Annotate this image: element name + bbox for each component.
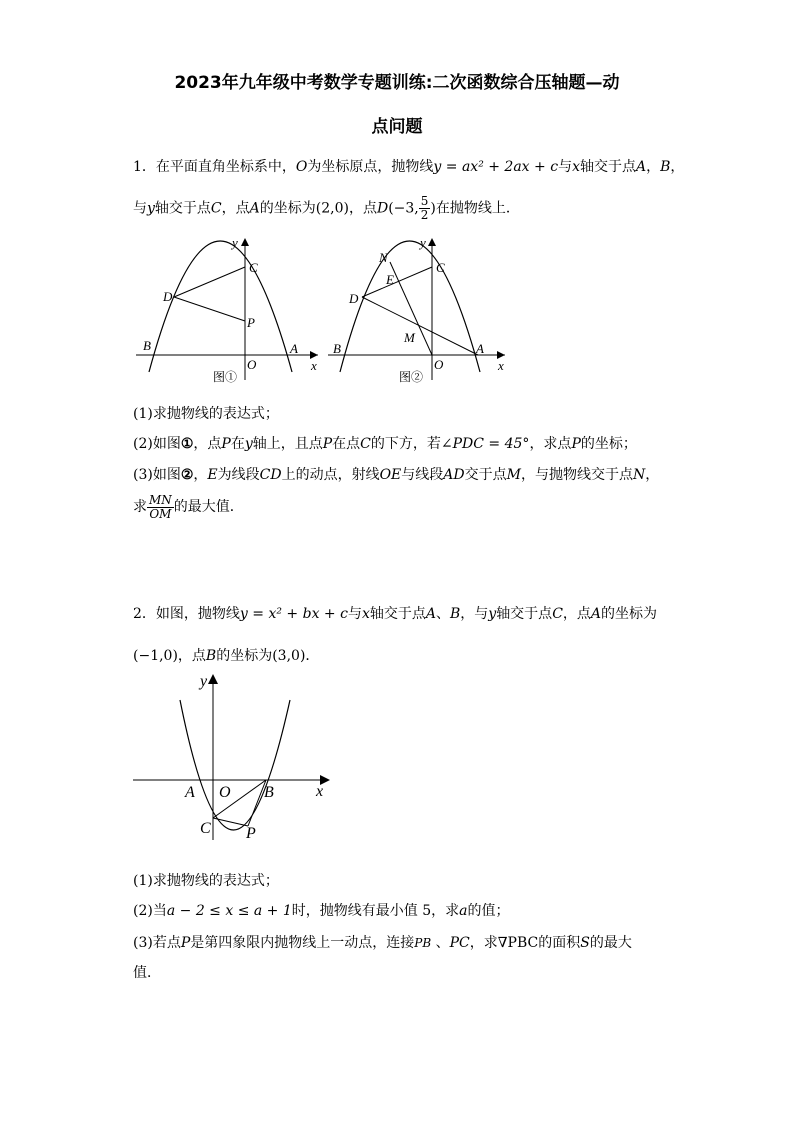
var: C bbox=[360, 436, 371, 452]
text: (2)如图 bbox=[133, 436, 181, 452]
label-e: E bbox=[386, 272, 394, 287]
q2-coord-b: (3,0) bbox=[272, 648, 306, 664]
var: A bbox=[425, 606, 436, 622]
q1-text: 轴交于点 bbox=[154, 200, 211, 217]
text: (3)若点 bbox=[133, 935, 181, 951]
text: 的坐标为 bbox=[601, 606, 658, 622]
label-p: P bbox=[247, 315, 255, 330]
q2-figure bbox=[130, 668, 340, 843]
q1-text: ，点 bbox=[221, 200, 250, 217]
var: C bbox=[552, 606, 563, 622]
segment-pc: PC bbox=[449, 935, 470, 951]
q1-formula: y = ax² + 2ax + c bbox=[433, 159, 559, 175]
q2-part2 bbox=[133, 900, 510, 920]
text: 在点 bbox=[332, 436, 361, 452]
text: 的坐标为 bbox=[216, 648, 273, 664]
text: 的最大值． bbox=[173, 499, 244, 515]
segment-pb: PB bbox=[414, 936, 432, 950]
text: (3)如图 bbox=[133, 467, 181, 483]
text: 在 bbox=[230, 436, 245, 452]
var: E bbox=[207, 467, 218, 483]
text: 为线段 bbox=[217, 467, 260, 483]
q1-figure-2 bbox=[328, 235, 505, 384]
label-y: y bbox=[232, 235, 238, 250]
q2-part3-line2: 值． bbox=[133, 965, 161, 981]
triangle-pbc: ∇PBC bbox=[497, 935, 539, 951]
label-n: N bbox=[379, 250, 388, 265]
var: S bbox=[580, 935, 590, 951]
q1-figures bbox=[130, 232, 520, 387]
var: P bbox=[221, 436, 231, 452]
label-c: C bbox=[249, 260, 258, 275]
text: 的下方，若 bbox=[370, 436, 441, 452]
q2-part1: (1)求抛物线的表达式； bbox=[133, 873, 279, 889]
text: 的面积 bbox=[538, 935, 581, 951]
q1-line2 bbox=[133, 195, 520, 222]
label-m: M bbox=[404, 330, 415, 345]
var: P bbox=[322, 436, 333, 452]
label-x: x bbox=[316, 783, 324, 800]
q1-coord-a: (2,0) bbox=[315, 200, 349, 217]
var: OE bbox=[379, 467, 402, 483]
text: 是第四象限内抛物线上一动点，连接 bbox=[190, 935, 415, 951]
text: 轴交于点 bbox=[369, 606, 426, 622]
var: P bbox=[180, 935, 191, 951]
q1-text: ， bbox=[646, 159, 661, 175]
label-b: B bbox=[264, 784, 274, 801]
frac-denominator: 2 bbox=[420, 208, 429, 222]
q1-part2 bbox=[133, 433, 637, 453]
figure-ref: ① bbox=[180, 436, 194, 452]
var: a bbox=[459, 903, 468, 919]
q1-var: C bbox=[210, 200, 222, 217]
text: 上的动点，射线 bbox=[281, 467, 380, 483]
q1-var: O bbox=[295, 159, 308, 175]
q2-number: 2． bbox=[133, 606, 156, 622]
figure-ref: ② bbox=[180, 467, 194, 483]
page-title: 2023年九年级中考数学专题训练:二次函数综合压轴题—动 bbox=[174, 73, 620, 93]
text: 如图，抛物线 bbox=[155, 606, 240, 622]
text: ，求点 bbox=[529, 436, 572, 452]
label-x: x bbox=[311, 358, 317, 373]
q1-coord-d-pre: (−3, bbox=[388, 200, 419, 217]
var: CD bbox=[259, 467, 282, 483]
q1-var: A bbox=[635, 159, 647, 175]
var: M bbox=[506, 467, 521, 483]
text: 的坐标； bbox=[580, 436, 637, 452]
label-y: y bbox=[200, 673, 208, 690]
text: (2)当 bbox=[133, 903, 167, 919]
q1-text: 在抛物线上． bbox=[435, 200, 520, 217]
label-a: A bbox=[185, 784, 195, 801]
q2-part3 bbox=[133, 932, 632, 952]
q1-text: 为坐标原点，抛物线 bbox=[307, 159, 434, 175]
q2-coord-a: (−1,0) bbox=[133, 648, 178, 664]
q1-part1: (1)求抛物线的表达式； bbox=[133, 406, 279, 422]
q1-figure-1 bbox=[136, 235, 318, 384]
q1-number: 1． bbox=[133, 159, 156, 175]
text: ，与 bbox=[460, 606, 489, 622]
label-a: A bbox=[476, 341, 484, 356]
page-title-line2: 点问题 bbox=[371, 117, 423, 137]
q1-var: y bbox=[147, 200, 155, 217]
text: ，与抛物线交于点 bbox=[520, 467, 633, 483]
label-c: C bbox=[436, 260, 445, 275]
frac-numerator: MN bbox=[149, 492, 172, 507]
q1-text: 轴交于点 bbox=[579, 159, 636, 175]
text: ， bbox=[193, 467, 208, 483]
text: ，求 bbox=[469, 935, 498, 951]
q1-var: B bbox=[660, 159, 671, 175]
label-p: P bbox=[246, 825, 256, 842]
text: ，点 bbox=[193, 436, 222, 452]
label-d: D bbox=[163, 289, 173, 304]
text: 求 bbox=[133, 499, 147, 515]
frac-denominator: OM bbox=[149, 506, 172, 521]
var: A bbox=[590, 606, 602, 622]
var: x bbox=[361, 606, 370, 622]
var: AD bbox=[443, 467, 465, 483]
text: 轴交于点 bbox=[496, 606, 553, 622]
q1-text: 在平面直角坐标系中， bbox=[155, 159, 296, 175]
label-b: B bbox=[143, 338, 151, 353]
frac-numerator: 5 bbox=[420, 194, 429, 208]
q1-part3-line2 bbox=[133, 492, 244, 522]
text: 轴上，且点 bbox=[252, 436, 323, 452]
var: y bbox=[488, 606, 497, 622]
label-x: x bbox=[498, 358, 504, 373]
q2-formula: y = x² + bx + c bbox=[239, 606, 348, 622]
var: P bbox=[571, 436, 581, 452]
q1-coord-d-frac bbox=[419, 195, 431, 222]
var: B bbox=[205, 648, 217, 664]
text: ， bbox=[645, 467, 660, 483]
label-b: B bbox=[333, 341, 341, 356]
figure-1-caption: 图① bbox=[213, 370, 238, 384]
var: N bbox=[632, 467, 646, 483]
q1-text: 的坐标为 bbox=[259, 200, 316, 217]
figure-2-caption: 图② bbox=[399, 370, 424, 384]
label-o: O bbox=[247, 357, 257, 372]
q1-var: A bbox=[249, 200, 260, 217]
var: y bbox=[244, 436, 253, 452]
q1-text: 与 bbox=[133, 200, 147, 217]
text: 与线段 bbox=[401, 467, 444, 483]
inequality: a − 2 ≤ x ≤ a + 1 bbox=[166, 903, 292, 919]
q1-text: ， bbox=[670, 159, 685, 175]
q1-var: x bbox=[572, 159, 580, 175]
text: 的值； bbox=[467, 903, 510, 919]
q2-line2 bbox=[133, 645, 319, 665]
q1-part3 bbox=[133, 464, 659, 484]
q1-var: D bbox=[376, 200, 389, 217]
text: 、 bbox=[431, 935, 450, 951]
var: B bbox=[449, 606, 461, 622]
text: 与 bbox=[347, 606, 362, 622]
label-a: A bbox=[290, 341, 298, 356]
text: ，点 bbox=[562, 606, 591, 622]
angle-expression: ∠PDC = 45° bbox=[440, 436, 530, 452]
text: 交于点 bbox=[464, 467, 507, 483]
text: 、 bbox=[435, 606, 450, 622]
text: 时，抛物线有最小值 5，求 bbox=[291, 903, 460, 919]
label-y: y bbox=[420, 235, 426, 250]
text: ，点 bbox=[177, 648, 206, 664]
q1-text: 与 bbox=[558, 159, 573, 175]
q1-line1 bbox=[133, 156, 684, 176]
text: 的最大 bbox=[589, 935, 632, 951]
q1-coord-d-post: ) bbox=[430, 200, 436, 217]
ratio-fraction bbox=[147, 494, 174, 521]
q2-line1 bbox=[133, 603, 657, 623]
label-c: C bbox=[200, 820, 211, 837]
label-o: O bbox=[434, 357, 444, 372]
label-o: O bbox=[219, 784, 231, 801]
label-d: D bbox=[349, 291, 359, 306]
text: ． bbox=[305, 648, 320, 664]
q1-text: ，点 bbox=[348, 200, 377, 217]
